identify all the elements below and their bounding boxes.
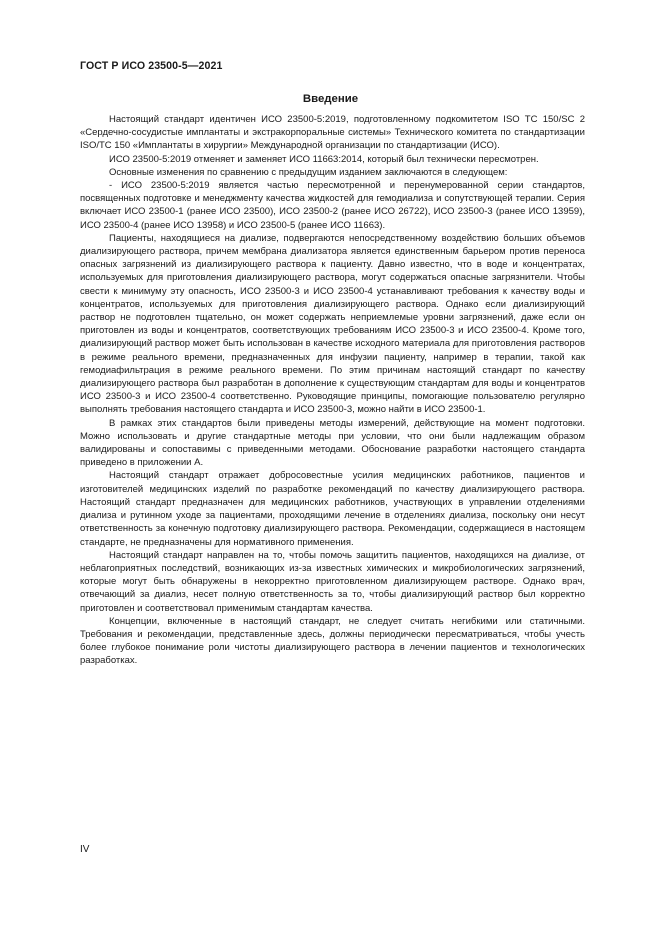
paragraph: Основные изменения по сравнению с предыдущим изданием заключаются в следующем:: [109, 166, 508, 178]
paragraph: Настоящий стандарт направлен на то, чтобы помочь защитить пациентов, находящихся на диализе, от неблагоприятных последствий, возникающих из-за известных химических и микробиологических загрязнений, которые могут быть обнаружены в некорректно приготовленном диализирующем растворе. Однако врач, отвечающий за диализ, несет полную ответственность за то, чтобы диализирующий раствор был корректно приготовлен и соответствовал применимым стандартам качества.: [80, 549, 585, 614]
paragraph: Настоящий стандарт идентичен ИСО 23500-5:2019, подготовленному подкомитетом ISO TC 150/SC 2 «Сердечно-сосудистые имплантаты и экстракорпоральные системы» Технического комитета по стандартизации ISO/TC 150 «Имплантаты в хирургии» Международной организации по стандартизации (ИСО).: [80, 114, 585, 152]
paragraph: Настоящий стандарт отражает добросовестные усилия медицинских работников, пациентов и изготовителей медицинских изделий по разработке рекомендаций по качеству диализирующего раствора. Настоящий стандарт предназначен для медицинских работников, участвующих в управлении отделениями диализа и рутинном уходе за пациентами, проходящими лечение в отделениях диализа, поскольку они несут ответственность за конечную подготовку диализирующего раствора. Рекомендации, содержащиеся в настоящем стандарте, не предназначены для нормативного применения.: [80, 470, 585, 548]
body-text: [80, 113, 585, 668]
paragraph: ИСО 23500-5:2019 отменяет и заменяет ИСО 11663:2014, который был технически пересмотрен.: [109, 153, 539, 165]
paragraph: Концепции, включенные в настоящий стандарт, не следует считать негибкими или статичными. Требования и рекомендации, представленные здесь, должны периодически пересматриваться, чтобы учесть более глубокое понимание роли чистоты диализирующего раствора в лечении пациентов и технологических разработках.: [80, 615, 585, 667]
paragraph: В рамках этих стандартов были приведены методы измерений, действующие на момент подготовки. Можно использовать и другие стандартные методы при условии, что они были надлежащим образом валидированы и сопоставимы с приведенными методами. Обоснование разработки настоящего стандарта приведено в приложении А.: [80, 417, 585, 469]
page-title: Введение: [302, 93, 359, 105]
page-number: IV: [80, 844, 90, 855]
paragraph: Пациенты, находящиеся на диализе, подвергаются непосредственному воздействию больших объемов диализирующего раствора, причем мембрана диализатора является единственным барьером против переноса опасных загрязнений из диализирующего раствора к пациенту. Давно известно, что в воде и концентратах, используемых для приготовления диализирующего раствора, могут содержаться опасные загрязнители. Чтобы свести к минимуму эту опасность, ИСО 23500-3 и ИСО 23500-4 устанавливают требования к качеству воды и концентратов, используемых для приготовления диализирующего раствора. Однако если диализирующий раствор не подготовлен тщательно, он может содержать неприемлемые уровни загрязнений, даже если он приготовлен из воды и концентратов, соответствующих требованиям ИСО 23500-3 и ИСО 23500-4. Кроме того, диализирующий раствор может быть использован в качестве исходного материала для приготовления растворов в режиме реального времени, предназначенных для инфузии пациенту, например в терапии, такой как гемодиафильтрация в режиме реального времени. По этим причинам настоящий стандарт по качеству диализирующего раствора был разработан в дополнение к существующим стандартам для воды и концентратов ИСО 23500-3 и ИСО 23500-4 соответственно. Руководящие принципы, помогающие пользователю регулярно выполнять требования настоящего стандарта и ИСО 23500-3, можно найти в ИСО 23500-1.: [80, 232, 585, 416]
paragraph: - ИСО 23500-5:2019 является частью пересмотренной и перенумерованной серии стандартов, посвященных подготовке и менеджменту качества жидкостей для гемодиализа и сопутствующей терапии. Серия включает ИСО 23500-1 (ранее ИСО 23500), ИСО 23500-2 (ранее ИСО 26722), ИСО 23500-3 (ранее ИСО 13959), ИСО 23500-4 (ранее ИСО 13958) и ИСО 23500-5 (ранее ИСО 11663).: [80, 180, 585, 231]
document-code: ГОСТ Р ИСО 23500-5—2021: [80, 60, 223, 72]
